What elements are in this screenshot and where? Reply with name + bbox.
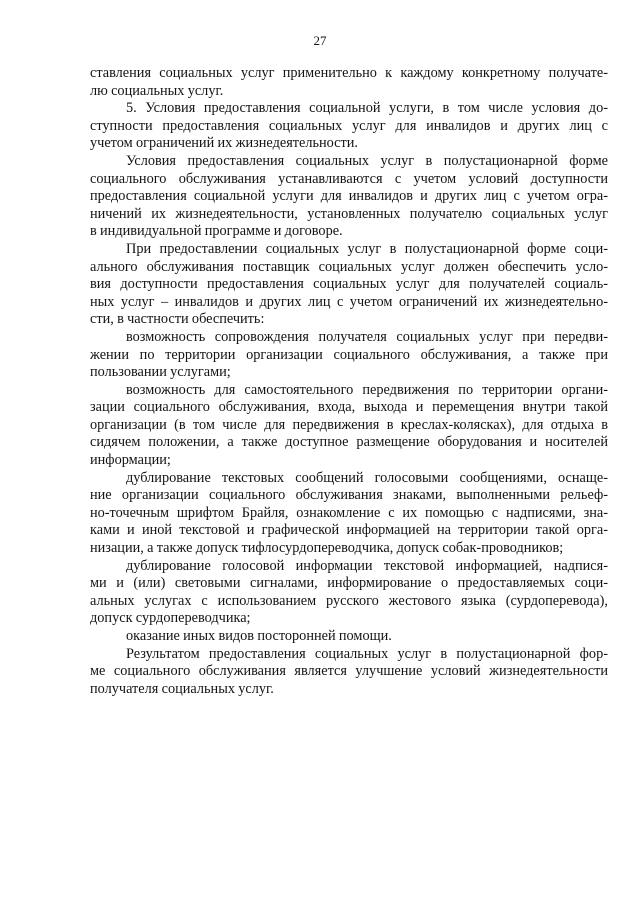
paragraph — [90, 470, 608, 558]
text-line: но-точечным шрифтом Брайля, ознакомление с их помощью с надписями, зна- — [90, 504, 608, 521]
text-line: ме социального обслуживания является улучшение условий жизнедеятельности — [90, 663, 608, 680]
text-line: лю социальных услуг. — [90, 82, 224, 99]
text-line: Результатом предоставления социальных услуг в полустационарной фор- — [126, 645, 608, 662]
text-line: сти, в частности обеспечить: — [90, 311, 265, 328]
text-line: пользовании услугами; — [90, 364, 231, 381]
text-line: ние организации социального обслуживания знаками, выполненными рельеф- — [90, 487, 608, 504]
text-line: ных услуг – инвалидов и других лиц с учетом ограничений их жизнедеятельно- — [90, 293, 608, 310]
text-line: ступности предоставления социальных услуг для инвалидов и других лиц с — [90, 117, 608, 134]
paragraph — [90, 646, 608, 699]
text-line: 5. Условия предоставления социальной услуги, в том числе условия до- — [126, 100, 608, 117]
text-line: ми и (или) световыми сигналами, информирование о предоставляемых соци- — [90, 575, 608, 592]
text-line: ничений их жизнедеятельности, установленных получателю социальных услуг — [90, 205, 608, 222]
paragraph — [90, 100, 608, 153]
text-line: возможность для самостоятельного передвижения по территории органи- — [126, 381, 608, 398]
text-line: получателя социальных услуг. — [90, 680, 274, 697]
document-body — [90, 65, 608, 698]
text-line: зации социального обслуживания, входа, выхода и перемещения внутри такой — [90, 399, 608, 416]
text-line: социального обслуживания устанавливаются с учетом условий доступности — [90, 170, 608, 187]
text-line: ставления социальных услуг применительно к каждому конкретному получате- — [90, 65, 608, 81]
text-line: дублирование голосовой информации текстовой информацией, надпися- — [126, 557, 608, 574]
paragraph — [90, 329, 608, 382]
text-line: допуск сурдопереводчика; — [90, 610, 251, 627]
text-line: организации (в том числе для передвижения в креслах-колясках), для отдыха в — [90, 416, 608, 433]
text-line: альных услугах с использованием русского жестового языка (сурдоперевода), — [90, 592, 608, 609]
text-line: низации, а также допуск тифлосурдопереводчика, допуск собак-проводников; — [90, 540, 564, 557]
paragraph — [90, 558, 608, 628]
paragraph — [90, 65, 608, 100]
text-line: Условия предоставления социальных услуг в полустационарной форме — [126, 152, 608, 169]
paragraph — [90, 628, 608, 646]
text-line: вия доступности предоставления социальных услуг для получателей социаль- — [90, 276, 608, 293]
paragraph — [90, 153, 608, 241]
text-line: информации; — [90, 452, 171, 469]
text-line: ками и иной текстовой и графической информацией на территории такой орга- — [90, 522, 608, 539]
text-line: в индивидуальной программе и договоре. — [90, 223, 343, 240]
text-line: возможность сопровождения получателя социальных услуг при передви- — [126, 328, 608, 345]
text-line: жении по территории организации социального обслуживания, а также при — [90, 346, 608, 363]
text-line: оказание иных видов посторонней помощи. — [126, 628, 392, 644]
text-line: ального обслуживания поставщик социальных услуг должен обеспечить усло- — [90, 258, 608, 275]
text-line: дублирование текстовых сообщений голосовыми сообщениями, оснаще- — [126, 469, 608, 486]
paragraph — [90, 241, 608, 329]
text-line: учетом ограничений их жизнедеятельности. — [90, 135, 358, 152]
text-line: При предоставлении социальных услуг в полустационарной форме соци- — [126, 240, 608, 257]
paragraph — [90, 382, 608, 470]
text-line: предоставления социальной услуги для инвалидов и других лиц с учетом огра- — [90, 188, 608, 205]
page-number: 27 — [313, 33, 327, 48]
text-line: сидячем положении, а также доступное размещение оборудования и носителей — [90, 434, 608, 451]
